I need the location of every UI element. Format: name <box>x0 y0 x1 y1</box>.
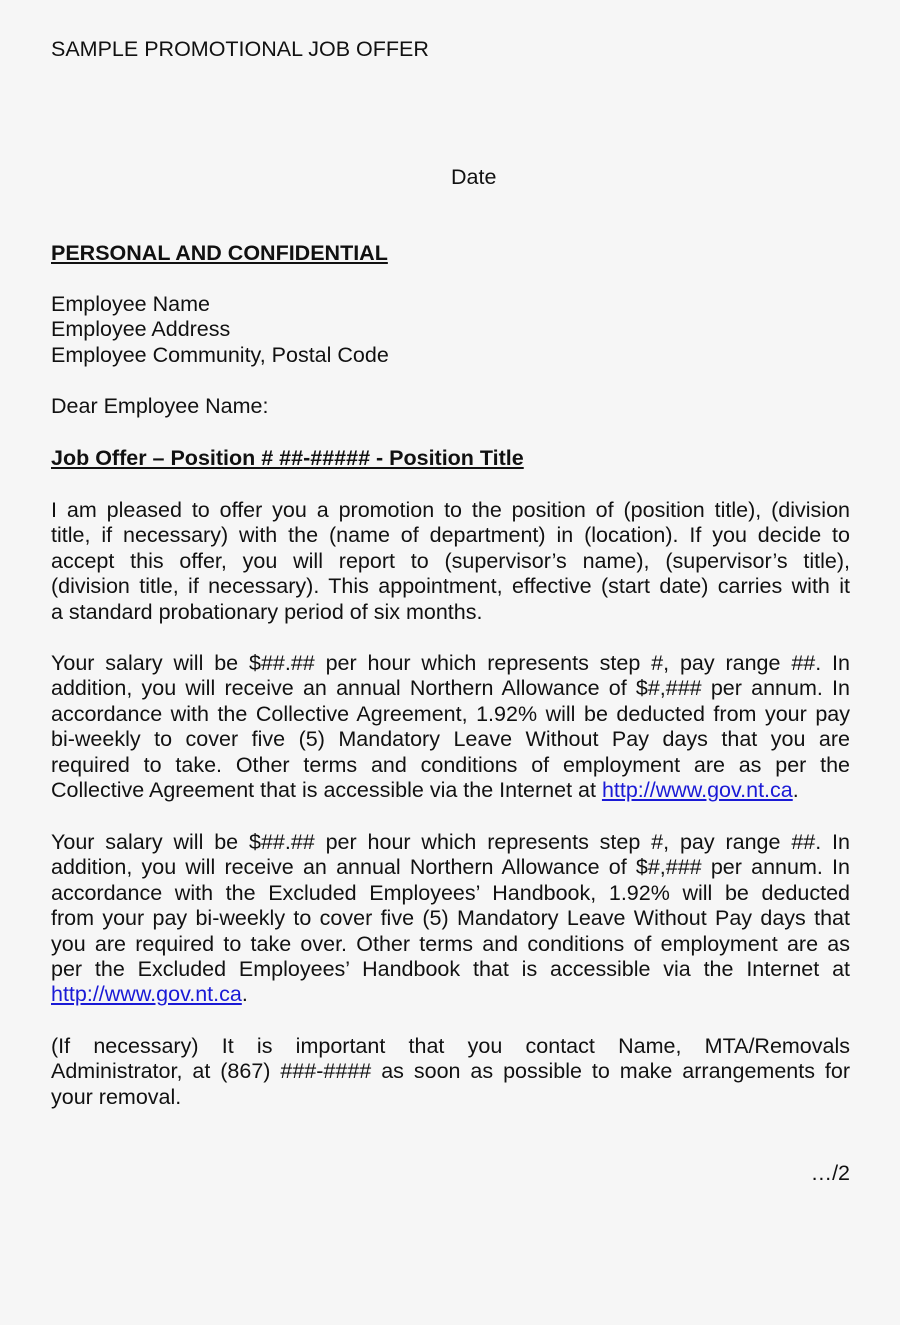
paragraph-line: you are required to take over. Other terms and conditions of employment are as <box>51 931 850 956</box>
paragraph-line: accept this offer, you will report to (supervisor’s name), (supervisor’s title), <box>51 548 850 573</box>
document-header-title: SAMPLE PROMOTIONAL JOB OFFER <box>51 37 429 61</box>
paragraph-line: your removal. <box>51 1084 182 1109</box>
paragraph-line: addition, you will receive an annual Northern Allowance of $#,### per annum. In <box>51 676 850 701</box>
paragraph-line: title, if necessary) with the (name of department) in (location). If you decide to <box>51 523 850 548</box>
paragraph-line: addition, you will receive an annual Northern Allowance of $#,### per annum. In <box>51 855 850 880</box>
paragraph-line: (If necessary) It is important that you contact Name, MTA/Removals <box>51 1034 850 1058</box>
paragraph-removal <box>51 1034 850 1110</box>
paragraph-offer <box>51 498 850 625</box>
paragraph-line: bi-weekly to cover five (5) Mandatory Leave Without Pay days that you are <box>51 727 850 752</box>
paragraph-line-with-link <box>51 778 850 803</box>
letter-date: Date <box>451 165 497 189</box>
paragraph-salary-excluded <box>51 830 850 1008</box>
paragraph-line: per the Excluded Employees’ Handbook that is accessible via the Internet at <box>51 957 850 982</box>
link-trailing-period: . <box>241 982 248 1007</box>
paragraph-line: accordance with the Collective Agreement, 1.92% will be deducted from your pay <box>51 701 850 726</box>
recipient-address: Employee Address <box>51 317 231 342</box>
paragraph-line: from your pay bi-weekly to cover five (5) Mandatory Leave Without Pay days that <box>51 906 850 931</box>
paragraph-salary-collective <box>51 651 850 803</box>
paragraph-line: accordance with the Excluded Employees’ Handbook, 1.92% will be deducted <box>51 880 850 905</box>
paragraph-line: Administrator, at (867) ###-#### as soon as possible to make arrangements for <box>51 1059 850 1084</box>
paragraph-line-text: Collective Agreement that is accessible via the Internet at <box>51 778 602 803</box>
salutation: Dear Employee Name: <box>51 394 269 418</box>
recipient-community: Employee Community, Postal Code <box>51 342 389 367</box>
link-trailing-period: . <box>792 778 799 803</box>
subject-line: Job Offer – Position # ##-##### - Position Title <box>51 446 524 470</box>
paragraph-line: (division title, if necessary). This appointment, effective (start date) carries with it <box>51 574 850 599</box>
paragraph-line: Your salary will be $##.## per hour which represents step #, pay range ##. In <box>51 651 850 675</box>
recipient-name: Employee Name <box>51 292 210 316</box>
recipient-address-block <box>51 292 389 368</box>
paragraph-line: a standard probationary period of six months. <box>51 599 483 624</box>
paragraph-line: Your salary will be $##.## per hour which represents step #, pay range ##. In <box>51 830 850 854</box>
paragraph-line-with-link <box>51 982 850 1007</box>
gov-nt-link[interactable]: http://www.gov.nt.ca <box>601 778 793 803</box>
gov-nt-link[interactable]: http://www.gov.nt.ca <box>51 982 242 1007</box>
confidential-heading: PERSONAL AND CONFIDENTIAL <box>51 241 388 265</box>
paragraph-line: required to take. Other terms and conditions of employment are as per the <box>51 752 850 777</box>
page-number: …/2 <box>810 1161 850 1185</box>
paragraph-line: I am pleased to offer you a promotion to the position of (position title), (division <box>51 498 850 522</box>
